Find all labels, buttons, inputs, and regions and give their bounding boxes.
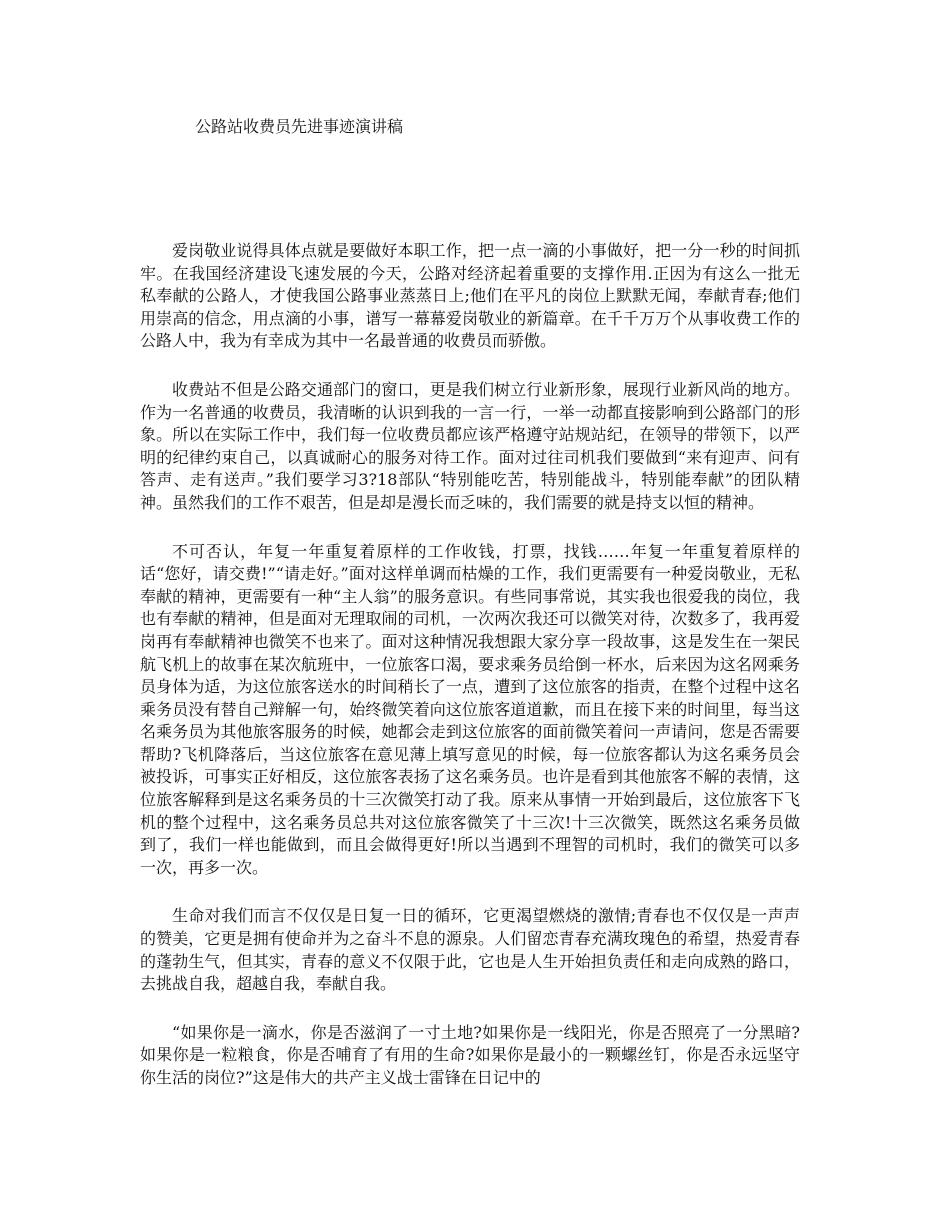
paragraph-5: “如果你是一滴水，你是否滋润了一寸土地?如果你是一线阳光，你是否照亮了一分黑暗?如果你是一粒粮食，你是否哺育了有用的生命?如果你是最小的一颗螺丝钉，你是否永远坚守你生活的岗位?”这是伟大的共产主义战士雷锋在日记中的: [140, 1022, 800, 1087]
paragraph-2: 收费站不但是公路交通部门的窗口，更是我们树立行业新形象，展现行业新风尚的地方。作为一名普通的收费员，我清晰的认识到我的一言一行，一举一动都直接影响到公路部门的形象。所以在实际工作中，我们每一位收费员都应该严格遵守站规站纪，在领导的带领下，以严明的纪律约束自己，以真诚耐心的服务对待工作。面对过往司机我们要做到“来有迎声、问有答声、走有送声。”我们要学习3?18部队“特别能吃苦，特别能战斗，特别能奉献”的团队精神。虽然我们的工作不艰苦，但是却是漫长而乏味的，我们需要的就是持支以恒的精神。: [140, 379, 800, 512]
paragraph-3: 不可否认，年复一年重复着原样的工作收钱，打票，找钱……年复一年重复着原样的话“您好，请交费!”“请走好。”面对这样单调而枯燥的工作，我们更需要有一种爱岗敬业，无私奉献的精神，更需要有一种“主人翁”的服务意识。有些同事常说，其实我也很爱我的岗位，我也有奉献的精神，但是面对无理取闹的司机，一次两次我还可以微笑对待，次数多了，我再爱岗再有奉献精神也微笑不也来了。面对这种情况我想跟大家分享一段故事，这是发生在一架民航飞机上的故事在某次航班中，一位旅客口渴，要求乘务员给倒一杯水，后来因为这名网乘务员身体为适，为这位旅客送水的时间稍长了一点，遭到了这位旅客的指责，在整个过程中这名乘务员没有替自己辩解一句，始终微笑着向这位旅客道道歉，而且在接下来的时间里，每当这名乘务员为其他旅客服务的时候，她都会走到这位旅客的面前微笑着问一声请问，您是否需要帮助?飞机降落后，当这位旅客在意见薄上填写意见的时候，每一位旅客都认为这名乘务员会被投诉，可事实正好相反，这位旅客表扬了这名乘务员。也许是看到其他旅客不解的表情，这位旅客解释到是这名乘务员的十三次微笑打动了我。原来从事情一开始到最后，这位旅客下飞机的整个过程中，这名乘务员总共对这位旅客微笑了十三次!十三次微笑，既然这名乘务员做到了，我们一样也能做到，而且会做得更好!所以当遇到不理智的司机时，我们的微笑可以多一次，再多一次。: [140, 541, 800, 877]
paragraph-1: 爱岗敬业说得具体点就是要做好本职工作，把一点一滴的小事做好，把一分一秒的时间抓牢。在我国经济建设飞速发展的今天，公路对经济起着重要的支撑作用.正因为有这么一批无私奉献的公路人，才使我国公路事业蒸蒸日上;他们在平凡的岗位上默默无闻，奉献青春;他们用崇高的信念，用点滴的小事，谱写一幕幕爱岗敬业的新篇章。在千千万万个从事收费工作的公路人中，我为有幸成为其中一名最普通的收费员而骄傲。: [140, 241, 800, 351]
paragraph-4: 生命对我们而言不仅仅是日复一日的循环，它更渴望燃烧的激情;青春也不仅仅是一声声的赞美，它更是拥有使命并为之奋斗不息的源泉。人们留恋青春充满玫瑰色的希望，热爱青春的蓬勃生气，但其实，青春的意义不仅限于此，它也是人生开始担负责任和走向成熟的路口，去挑战自我，超越自我，奉献自我。: [140, 906, 800, 994]
document-body: [140, 240, 800, 1116]
document-title: 公路站收费员先进事迹演讲稿: [195, 117, 404, 136]
